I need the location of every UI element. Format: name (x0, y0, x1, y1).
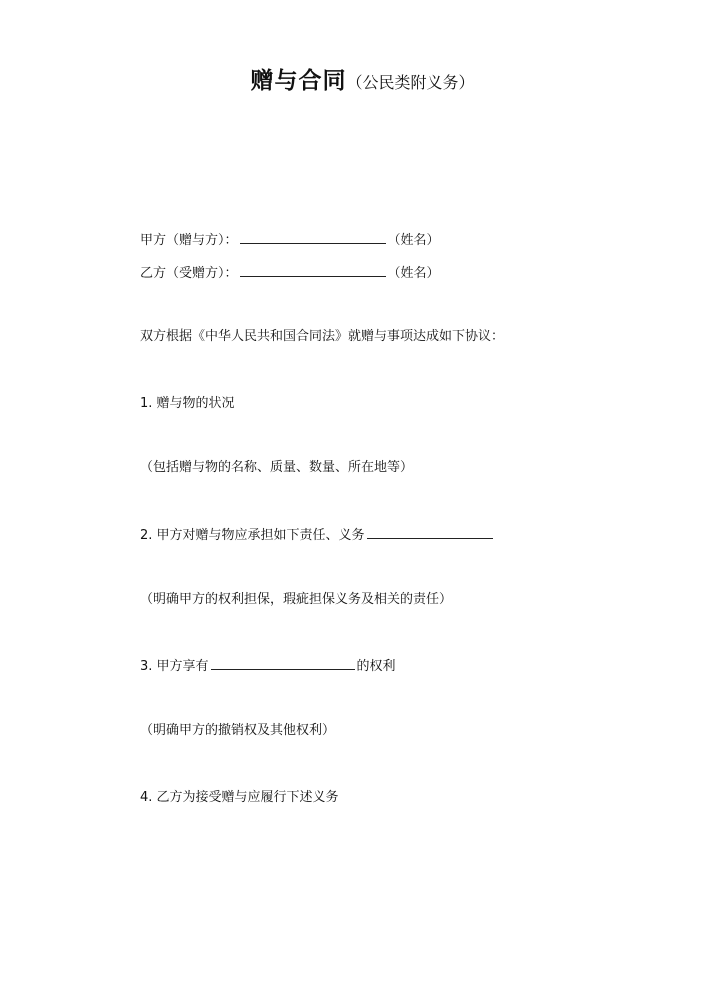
clause-2-heading: 2. 甲方对赠与物应承担如下责任、义务 (140, 528, 365, 543)
party-b-suffix: （姓名） (387, 266, 440, 281)
party-a-line (140, 230, 440, 250)
party-b-label: 乙方（受赠方）： (140, 266, 238, 281)
party-b-name-blank (240, 263, 386, 277)
document-title (0, 62, 725, 95)
clause-4-heading: 4. 乙方为接受赠与应履行下述义务 (140, 790, 339, 805)
clause-3-line (140, 656, 396, 676)
title-subtitle: （公民类附义务） (346, 73, 475, 92)
party-a-suffix: （姓名） (387, 233, 440, 248)
party-a-name-blank (240, 230, 386, 244)
party-a-label: 甲方（赠与方）： (140, 233, 238, 248)
clause-3-blank (211, 656, 355, 670)
clause-3-heading-prefix: 3. 甲方享有 (140, 659, 209, 674)
clause-2-line (140, 525, 495, 545)
party-b-line (140, 263, 440, 283)
intro-paragraph: 双方根据《中华人民共和国合同法》就赠与事项达成如下协议： (140, 329, 505, 344)
clause-1-heading: 1. 赠与物的状况 (140, 396, 235, 411)
title-main: 赠与合同 (250, 68, 347, 94)
clause-2-blank (367, 525, 493, 539)
clause-2-note: （明确甲方的权利担保，瑕疵担保义务及相关的责任） (140, 592, 453, 607)
clause-3-heading-suffix: 的权利 (356, 659, 396, 674)
clause-3-note: （明确甲方的撤销权及其他权利） (140, 723, 336, 738)
clause-1-note: （包括赠与物的名称、质量、数量、所在地等） (140, 460, 414, 475)
